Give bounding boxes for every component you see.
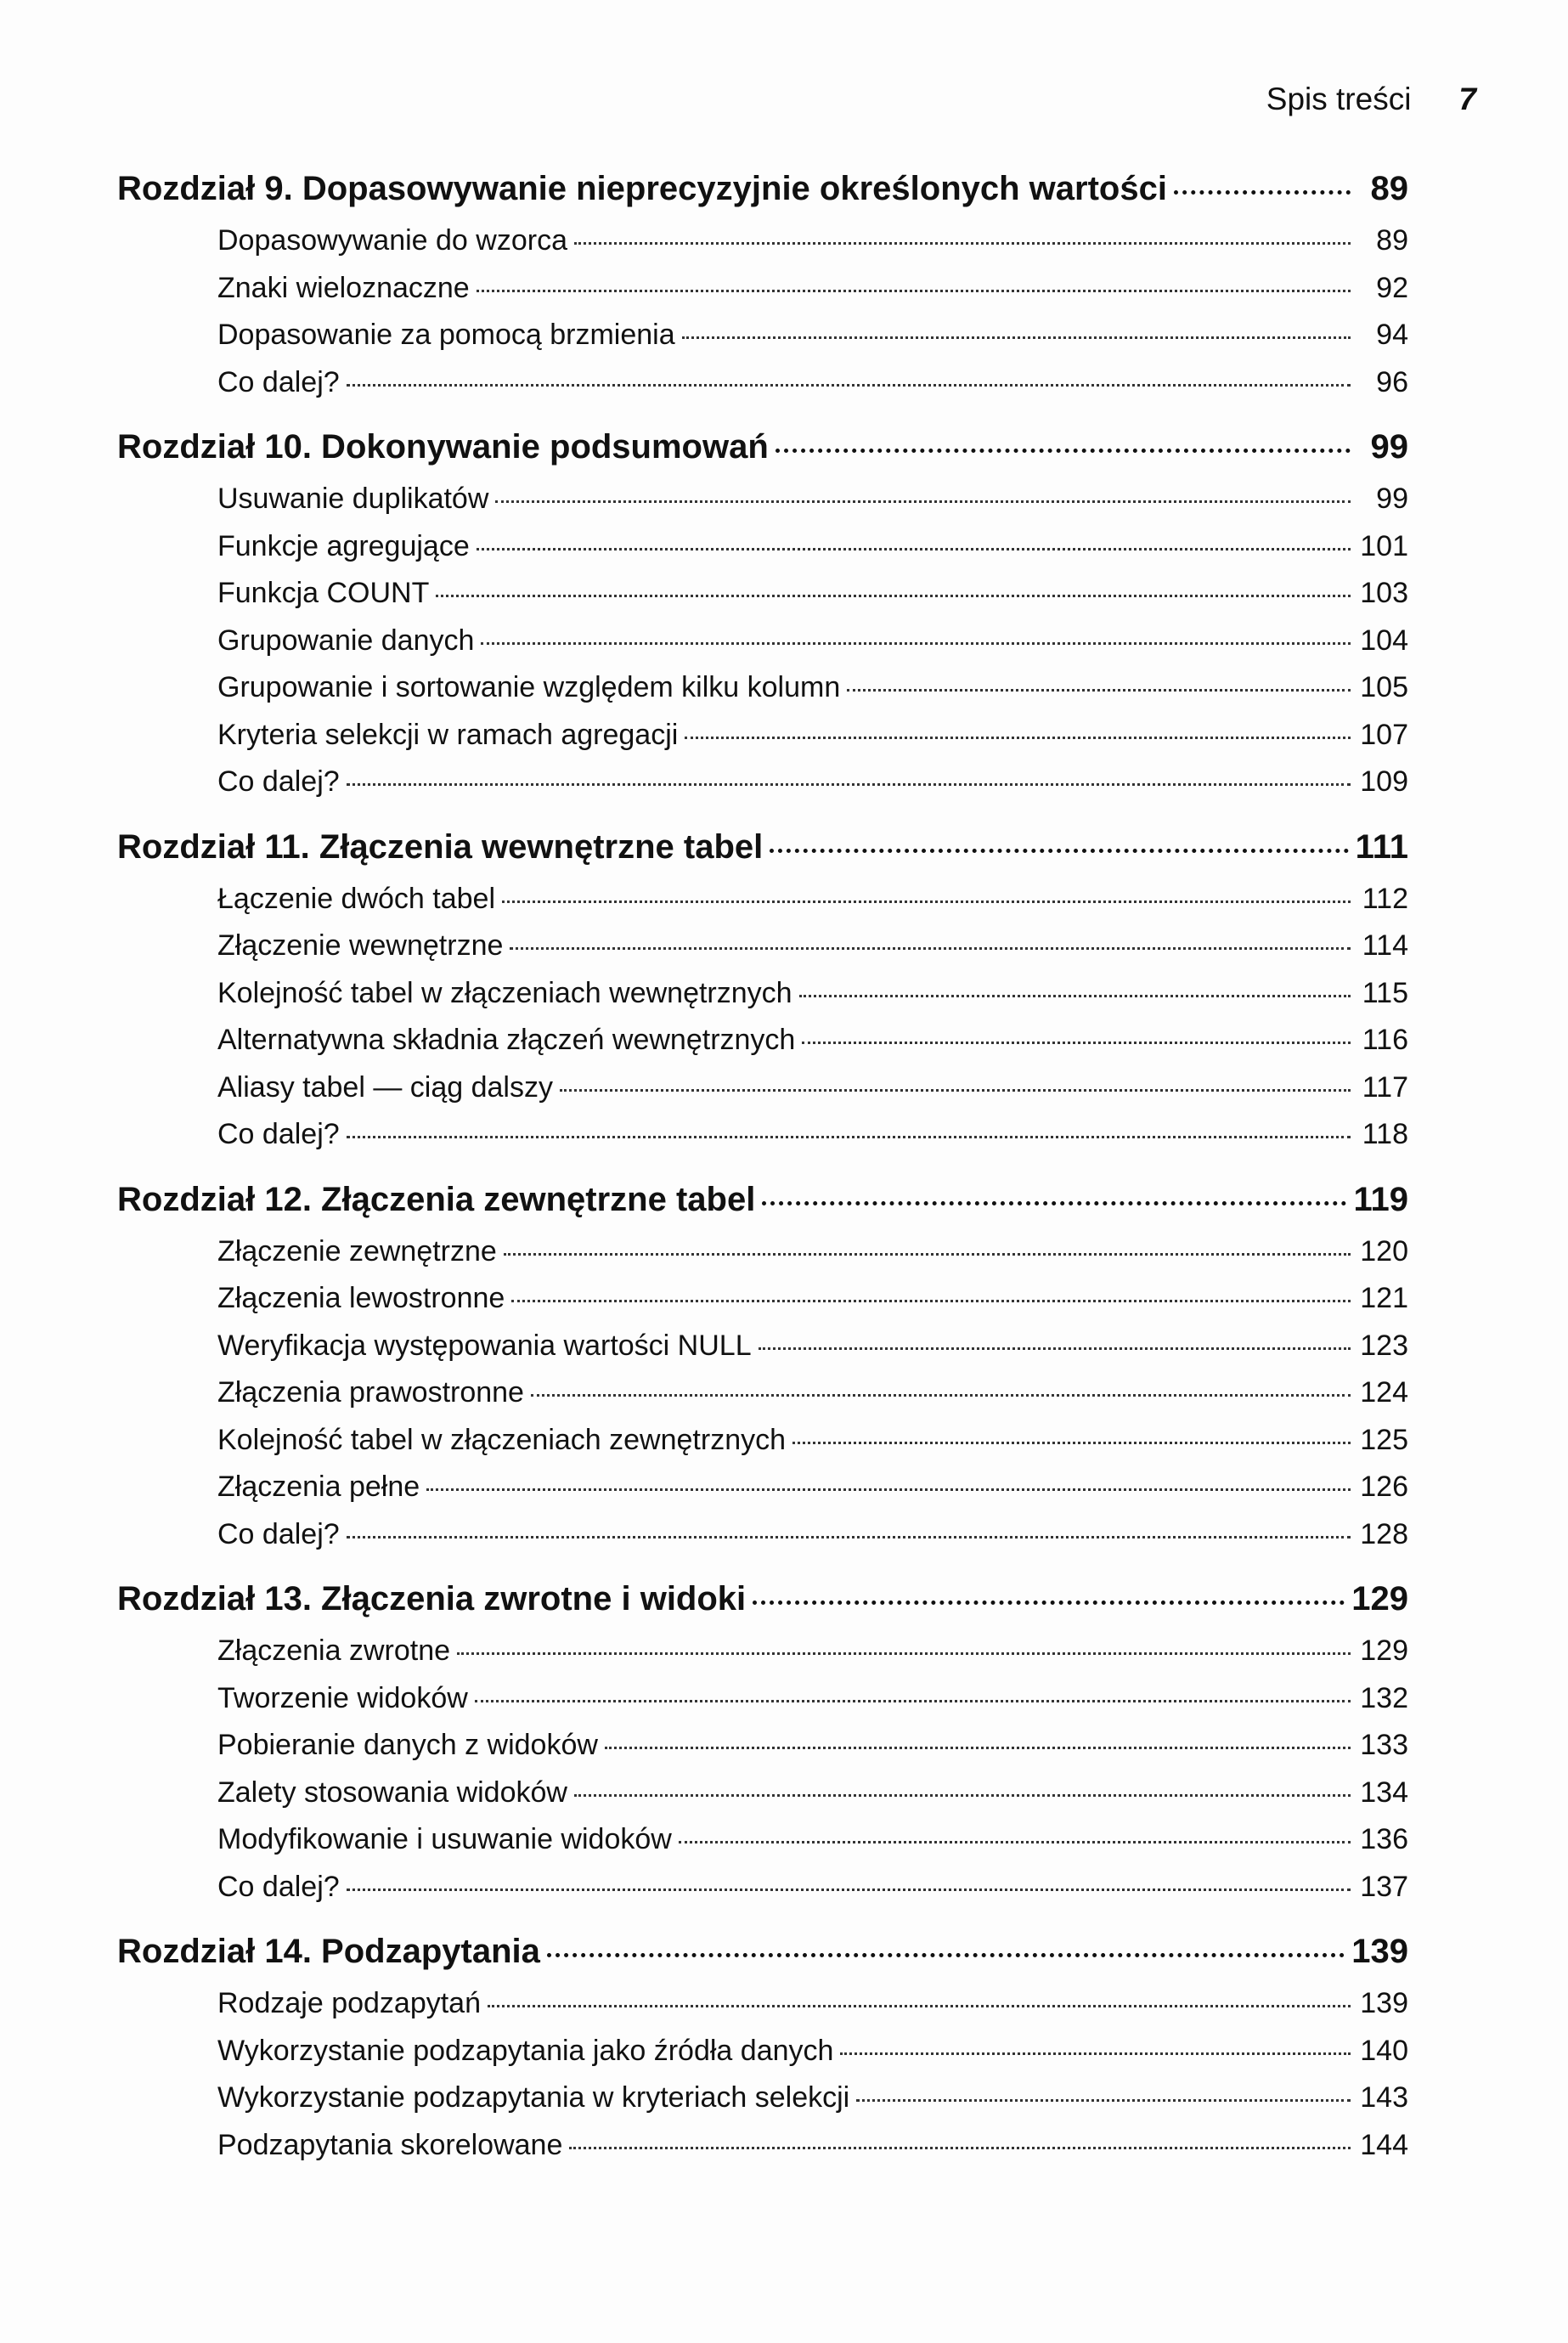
dot-leader xyxy=(477,548,1351,550)
entry-page-number: 121 xyxy=(1360,1282,1408,1314)
chapter-heading[interactable] xyxy=(117,1181,1408,1235)
toc-entry[interactable] xyxy=(117,1871,1408,1918)
dot-leader xyxy=(847,689,1351,692)
chapter-title: Rozdział 13. Złączenia zwrotne i widoki xyxy=(117,1580,747,1618)
toc-entry[interactable] xyxy=(117,577,1408,624)
toc-entry[interactable] xyxy=(117,2129,1408,2176)
toc-entry[interactable] xyxy=(117,483,1408,530)
entry-title: Wykorzystanie podzapytania jako źródła danych xyxy=(217,2034,834,2067)
toc-entry[interactable] xyxy=(117,1987,1408,2035)
dot-leader xyxy=(762,1201,1346,1205)
entry-page-number: 126 xyxy=(1360,1471,1408,1503)
entry-title: Złączenia lewostronne xyxy=(217,1282,505,1314)
dot-leader xyxy=(531,1394,1351,1397)
entry-title: Modyfikowanie i usuwanie widoków xyxy=(217,1823,672,1855)
dot-leader xyxy=(799,995,1351,997)
toc-entry[interactable] xyxy=(117,624,1408,672)
dot-leader xyxy=(488,2005,1351,2007)
dot-leader xyxy=(605,1747,1351,1749)
entry-title: Tworzenie widoków xyxy=(217,1681,468,1714)
entry-page-number: 99 xyxy=(1376,483,1408,515)
chapter-title: Rozdział 11. Złączenia wewnętrzne tabel xyxy=(117,827,764,866)
entry-page-number: 112 xyxy=(1362,882,1408,915)
entry-page-number: 139 xyxy=(1360,1987,1408,2019)
chapter-page-number: 89 xyxy=(1370,170,1408,207)
toc-entry[interactable] xyxy=(117,2081,1408,2129)
dot-leader xyxy=(477,290,1351,292)
dot-leader xyxy=(504,1253,1351,1256)
chapter-heading[interactable] xyxy=(117,170,1408,224)
entry-title: Złączenie wewnętrzne xyxy=(217,929,504,962)
entry-page-number: 115 xyxy=(1362,976,1408,1009)
dot-leader xyxy=(679,1841,1351,1843)
entry-title: Weryfikacja występowania wartości NULL xyxy=(217,1329,752,1362)
toc-entry[interactable] xyxy=(117,1776,1408,1824)
dot-leader xyxy=(347,384,1351,387)
dot-leader xyxy=(840,2052,1351,2055)
table-of-contents xyxy=(117,170,1408,2191)
dot-leader xyxy=(770,849,1348,853)
toc-entry[interactable] xyxy=(117,530,1408,578)
entry-page-number: 120 xyxy=(1360,1234,1408,1267)
entry-title: Złączenie zewnętrzne xyxy=(217,1234,497,1267)
entry-page-number: 104 xyxy=(1360,624,1408,657)
toc-entry[interactable] xyxy=(117,1823,1408,1871)
entry-title: Co dalej? xyxy=(217,1517,340,1550)
entry-page-number: 128 xyxy=(1360,1517,1408,1550)
toc-entry[interactable] xyxy=(117,1518,1408,1566)
toc-entry[interactable] xyxy=(117,1729,1408,1776)
entry-page-number: 132 xyxy=(1360,1681,1408,1714)
toc-entry[interactable] xyxy=(117,1024,1408,1071)
toc-entry[interactable] xyxy=(117,272,1408,319)
dot-leader xyxy=(1174,190,1351,195)
entry-page-number: 129 xyxy=(1360,1634,1408,1667)
entry-title: Kryteria selekcji w ramach agregacji xyxy=(217,718,679,751)
toc-chapter xyxy=(117,170,1408,413)
entry-page-number: 105 xyxy=(1360,671,1408,703)
entry-title: Łączenie dwóch tabel xyxy=(217,882,496,915)
entry-page-number: 137 xyxy=(1360,1870,1408,1903)
chapter-heading[interactable] xyxy=(117,828,1408,883)
entry-page-number: 103 xyxy=(1360,577,1408,609)
chapter-heading[interactable] xyxy=(117,1933,1408,1987)
dot-leader xyxy=(560,1089,1351,1092)
entry-page-number: 116 xyxy=(1362,1024,1408,1056)
entry-page-number: 123 xyxy=(1360,1329,1408,1362)
dot-leader xyxy=(475,1700,1351,1702)
toc-entry[interactable] xyxy=(117,1471,1408,1518)
entry-title: Złączenia pełne xyxy=(217,1471,420,1503)
toc-entry[interactable] xyxy=(117,1071,1408,1119)
entry-page-number: 136 xyxy=(1360,1823,1408,1855)
toc-entry[interactable] xyxy=(117,883,1408,930)
entry-title: Zalety stosowania widoków xyxy=(217,1776,567,1809)
entry-page-number: 143 xyxy=(1360,2081,1408,2114)
dot-leader xyxy=(856,2099,1351,2102)
entry-title: Wykorzystanie podzapytania w kryteriach selekcji xyxy=(217,2081,850,2114)
toc-chapter xyxy=(117,828,1408,1166)
dot-leader xyxy=(792,1442,1351,1444)
entry-title: Rodzaje podzapytań xyxy=(217,1987,482,2019)
toc-entry[interactable] xyxy=(117,1682,1408,1730)
running-head-page-number: 7 xyxy=(1458,82,1476,116)
dot-leader xyxy=(347,1136,1351,1138)
entry-title: Usuwanie duplikatów xyxy=(217,483,489,515)
entry-title: Co dalej? xyxy=(217,365,340,398)
dot-leader xyxy=(685,737,1351,739)
entry-title: Dopasowywanie do wzorca xyxy=(217,224,567,257)
entry-page-number: 133 xyxy=(1360,1729,1408,1761)
entry-title: Funkcje agregujące xyxy=(217,529,470,562)
entry-title: Złączenia prawostronne xyxy=(217,1376,524,1409)
running-head-title: Spis treści xyxy=(1266,82,1412,116)
toc-entry[interactable] xyxy=(117,765,1408,813)
toc-entry[interactable] xyxy=(117,1424,1408,1471)
entry-title: Funkcja COUNT xyxy=(217,577,430,609)
dot-leader xyxy=(347,1889,1351,1891)
dot-leader xyxy=(569,2147,1351,2149)
dot-leader xyxy=(426,1488,1351,1491)
toc-entry[interactable] xyxy=(117,1235,1408,1283)
entry-page-number: 96 xyxy=(1376,365,1408,398)
chapter-title: Rozdział 12. Złączenia zewnętrzne tabel xyxy=(117,1180,756,1218)
chapter-page-number: 139 xyxy=(1351,1933,1408,1970)
toc-entry[interactable] xyxy=(117,1118,1408,1166)
toc-chapter xyxy=(117,1181,1408,1566)
entry-title: Kolejność tabel w złączeniach zewnętrznych xyxy=(217,1423,787,1456)
toc-entry[interactable] xyxy=(117,1282,1408,1330)
toc-entry[interactable] xyxy=(117,1634,1408,1682)
chapter-heading[interactable] xyxy=(117,428,1408,483)
toc-entry[interactable] xyxy=(117,929,1408,977)
toc-entry[interactable] xyxy=(117,224,1408,272)
dot-leader xyxy=(347,783,1351,786)
entry-title: Kolejność tabel w złączeniach wewnętrznych xyxy=(217,976,792,1009)
toc-entry[interactable] xyxy=(117,671,1408,719)
toc-entry[interactable] xyxy=(117,977,1408,1025)
toc-entry[interactable] xyxy=(117,2035,1408,2082)
toc-chapter xyxy=(117,428,1408,813)
entry-title: Aliasy tabel — ciąg dalszy xyxy=(217,1070,553,1104)
toc-entry[interactable] xyxy=(117,319,1408,366)
dot-leader xyxy=(574,242,1351,245)
entry-title: Pobieranie danych z widoków xyxy=(217,1729,598,1761)
running-head xyxy=(1266,82,1476,117)
entry-title: Podzapytania skorelowane xyxy=(217,2128,563,2161)
chapter-page-number: 129 xyxy=(1351,1580,1408,1618)
toc-chapter xyxy=(117,1580,1408,1917)
chapter-title: Rozdział 10. Dokonywanie podsumowań xyxy=(117,428,769,466)
dot-leader xyxy=(481,642,1351,645)
dot-leader xyxy=(495,500,1351,503)
dot-leader xyxy=(753,1601,1345,1605)
dot-leader xyxy=(347,1536,1351,1538)
toc-entry[interactable] xyxy=(117,366,1408,414)
entry-title: Znaki wieloznaczne xyxy=(217,271,470,304)
chapter-page-number: 111 xyxy=(1355,827,1408,866)
dot-leader xyxy=(502,901,1351,903)
entry-page-number: 92 xyxy=(1376,271,1408,304)
dot-leader xyxy=(802,1042,1351,1044)
entry-page-number: 118 xyxy=(1362,1118,1408,1150)
entry-page-number: 134 xyxy=(1360,1776,1408,1809)
toc-chapter xyxy=(117,1933,1408,2176)
entry-title: Co dalej? xyxy=(217,1118,340,1150)
chapter-title: Rozdział 14. Podzapytania xyxy=(117,1933,540,1970)
entry-page-number: 114 xyxy=(1362,929,1408,962)
entry-title: Dopasowanie za pomocą brzmienia xyxy=(217,319,675,351)
dot-leader xyxy=(776,449,1351,453)
entry-page-number: 89 xyxy=(1376,224,1408,257)
entry-title: Co dalej? xyxy=(217,765,340,798)
entry-title: Złączenia zwrotne xyxy=(217,1634,451,1667)
chapter-page-number: 99 xyxy=(1370,428,1408,466)
entry-title: Alternatywna składnia złączeń wewnętrznych xyxy=(217,1024,796,1056)
entry-page-number: 117 xyxy=(1362,1070,1408,1104)
entry-page-number: 107 xyxy=(1360,718,1408,751)
toc-entry[interactable] xyxy=(117,1376,1408,1424)
dot-leader xyxy=(574,1794,1351,1797)
dot-leader xyxy=(682,336,1351,339)
entry-title: Grupowanie danych xyxy=(217,624,475,657)
toc-entry[interactable] xyxy=(117,1330,1408,1377)
entry-page-number: 125 xyxy=(1360,1423,1408,1456)
entry-page-number: 94 xyxy=(1376,319,1408,351)
dot-leader xyxy=(547,1953,1345,1957)
entry-page-number: 101 xyxy=(1360,529,1408,562)
chapter-page-number: 119 xyxy=(1353,1180,1408,1218)
entry-page-number: 140 xyxy=(1360,2034,1408,2067)
chapter-heading[interactable] xyxy=(117,1580,1408,1634)
dot-leader xyxy=(510,947,1351,950)
entry-title: Grupowanie i sortowanie względem kilku kolumn xyxy=(217,671,841,703)
toc-entry[interactable] xyxy=(117,719,1408,766)
dot-leader xyxy=(759,1347,1351,1350)
entry-title: Co dalej? xyxy=(217,1870,340,1903)
entry-page-number: 144 xyxy=(1360,2128,1408,2161)
chapter-title: Rozdział 9. Dopasowywanie nieprecyzyjnie określonych wartości xyxy=(117,170,1167,207)
entry-page-number: 109 xyxy=(1360,765,1408,798)
dot-leader xyxy=(436,595,1351,597)
dot-leader xyxy=(457,1652,1351,1655)
entry-page-number: 124 xyxy=(1360,1376,1408,1409)
dot-leader xyxy=(511,1300,1351,1302)
